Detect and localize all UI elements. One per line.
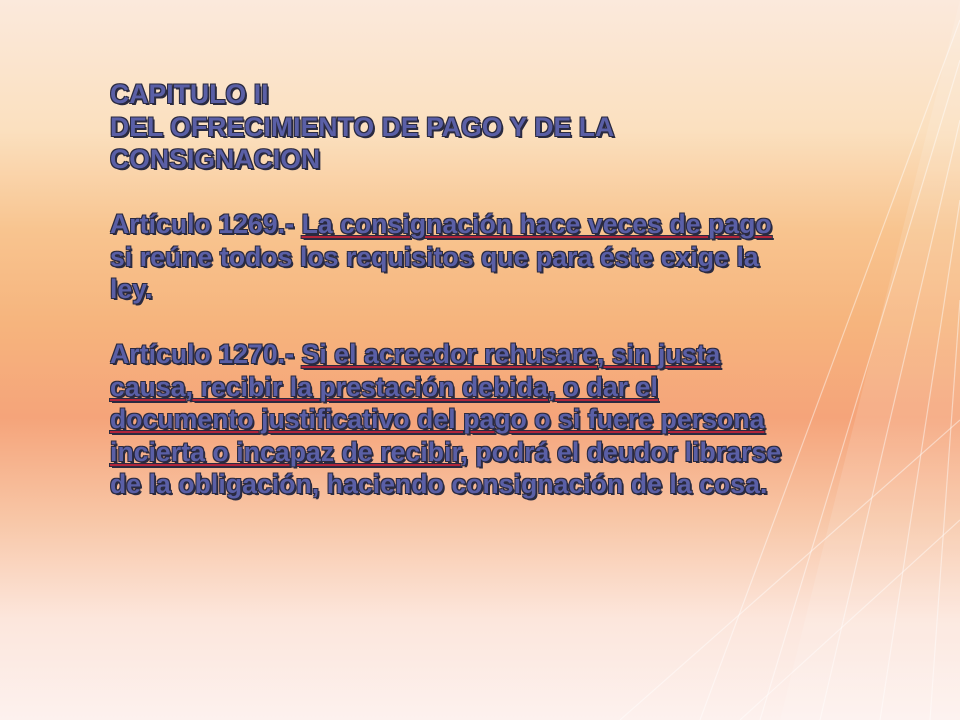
article-1270-label: Artículo 1270.-: [110, 339, 302, 369]
chapter-heading: CAPITULO II: [110, 79, 269, 109]
article-1270-line-5: de la obligación, haciendo consignación de la cosa.: [110, 469, 768, 499]
article-1270-underlined-text-2: causa, recibir la prestación debida, o dar el: [110, 371, 658, 402]
article-1269-underlined-text: La consignación hace veces de pago: [301, 209, 772, 239]
article-1270-underlined-text-3: documento justificativo del pago o si fuere persona: [110, 404, 765, 434]
article-1270-underlined-text-4: incierta o incapaz de recibir: [110, 436, 461, 467]
spacer: [110, 306, 930, 339]
article-1270-line-2: [110, 371, 930, 404]
slide-content: [110, 78, 930, 501]
article-1270-rest-text-1: , podrá el deudor librarse: [460, 436, 782, 467]
article-1269-label: Artículo 1269.-: [110, 209, 302, 239]
article-1269-line-1: [110, 208, 930, 241]
chapter-title-line-1: DEL OFRECIMIENTO DE PAGO Y DE LA: [110, 111, 615, 142]
article-1269-line-2: si reúne todos los requisitos que para éste exige la: [110, 241, 759, 272]
article-1269-line-3: ley.: [110, 274, 153, 304]
article-1270-line-1: [110, 338, 930, 371]
article-1270-line-4: [110, 436, 930, 469]
article-1270-underlined-text-1: Si el acreedor rehusare, sin justa: [301, 339, 721, 369]
chapter-title-line-2: CONSIGNACION: [110, 144, 321, 174]
spacer: [110, 176, 930, 209]
article-1270-line-3: [110, 403, 930, 436]
